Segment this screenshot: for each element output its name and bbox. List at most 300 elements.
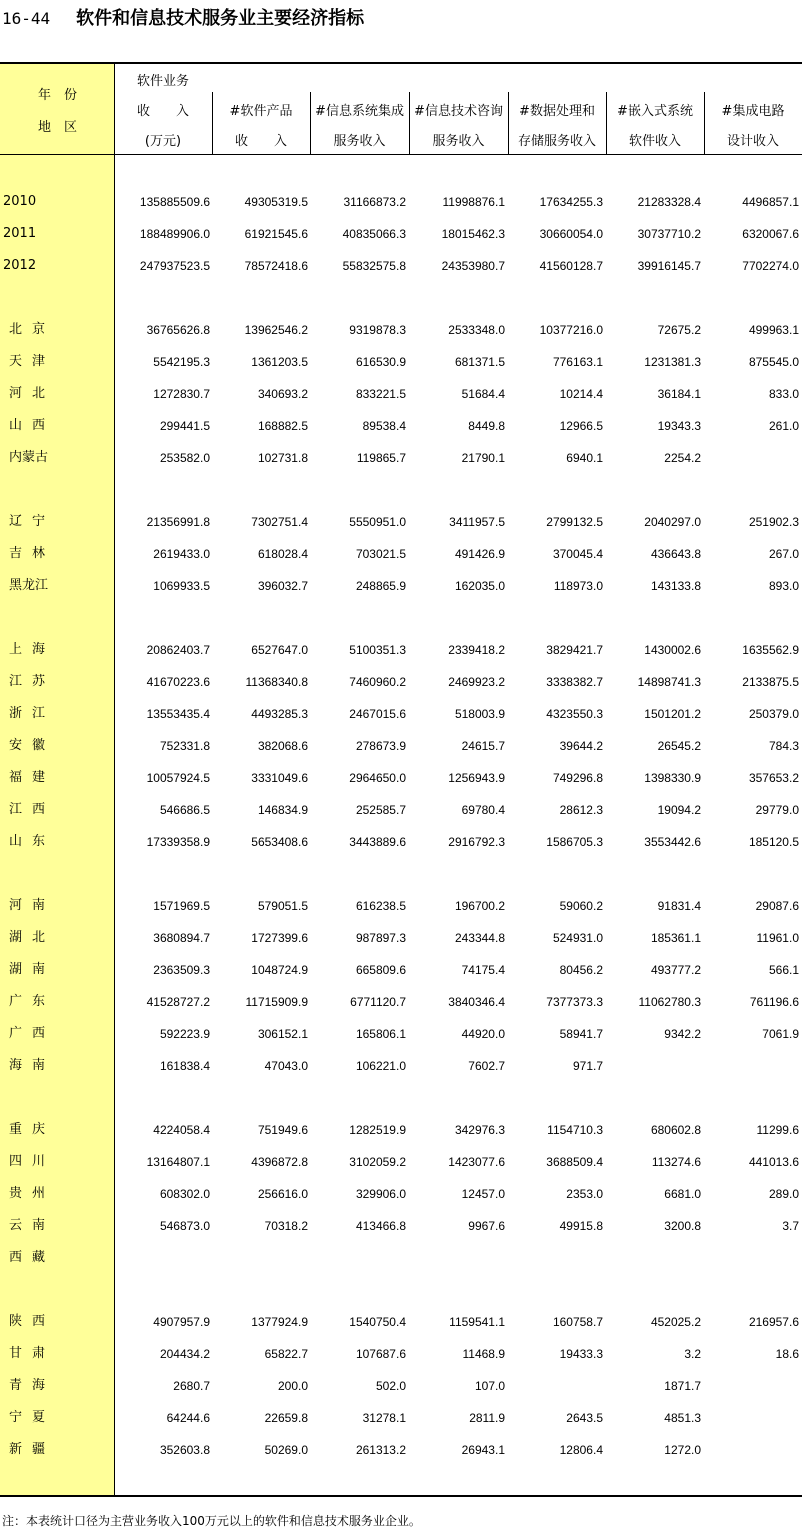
cell-col-0: 13164807.1: [146, 1155, 210, 1169]
cell-col-3: 8449.8: [468, 419, 505, 433]
cell-col-4: 17634255.3: [539, 195, 603, 209]
table-title: 软件和信息技术服务业主要经济指标: [76, 8, 365, 29]
cell-col-3: 491426.9: [454, 547, 505, 561]
cell-col-1: 4396872.8: [251, 1155, 308, 1169]
cell-col-4: 12806.4: [559, 1443, 603, 1457]
cell-col-2: 5550951.0: [349, 515, 406, 529]
cell-col-2: 9319878.3: [349, 323, 406, 337]
table-number: 16-44: [2, 9, 51, 28]
cell-col-1: 70318.2: [264, 1219, 308, 1233]
cell-col-0: 247937523.5: [139, 259, 210, 273]
cell-col-5: 1231381.3: [644, 355, 701, 369]
cell-col-2: 987897.3: [355, 931, 406, 945]
cell-col-1: 65822.7: [264, 1347, 308, 1361]
cell-col-1: 5653408.6: [251, 835, 308, 849]
cell-col-6: 1635562.9: [742, 643, 799, 657]
cell-col-0: 36765626.8: [146, 323, 210, 337]
cell-col-2: 413466.8: [355, 1219, 406, 1233]
cell-col-1: 146834.9: [257, 803, 308, 817]
cell-col-5: 3200.8: [664, 1219, 701, 1233]
cell-col-3: 24615.7: [461, 739, 505, 753]
cell-col-3: 18015462.3: [441, 227, 505, 241]
cell-col-2: 616530.9: [355, 355, 406, 369]
cell-col-6: 875545.0: [748, 355, 799, 369]
cell-col-6: 185120.5: [748, 835, 799, 849]
cell-col-5: 680602.8: [650, 1123, 701, 1137]
table-row: [0, 890, 802, 922]
cell-col-1: 49305319.5: [244, 195, 308, 209]
cell-col-5: 21283328.4: [637, 195, 701, 209]
row-region-label: 宁夏: [9, 1410, 56, 1425]
cell-col-5: 113274.6: [651, 1155, 701, 1169]
cell-col-3: 518003.9: [454, 707, 505, 721]
cell-col-5: 452025.2: [650, 1315, 701, 1329]
cell-col-1: 200.0: [277, 1379, 308, 1393]
cell-col-5: 1398330.9: [644, 771, 701, 785]
cell-col-5: 185361.1: [650, 931, 701, 945]
cell-col-0: 161838.4: [159, 1059, 210, 1073]
cell-col-1: 61921545.6: [244, 227, 308, 241]
cell-col-6: 4496857.1: [742, 195, 799, 209]
cell-col-4: 1154710.3: [547, 1123, 603, 1137]
cell-col-1: 579051.5: [257, 899, 308, 913]
cell-col-1: 618028.4: [257, 547, 308, 561]
cell-col-5: 9342.2: [664, 1027, 701, 1041]
cell-col-2: 3102059.2: [349, 1155, 406, 1169]
col-0-header-line3: (万元): [144, 134, 182, 149]
cell-col-0: 2680.7: [173, 1379, 210, 1393]
cell-col-5: 19343.3: [657, 419, 701, 433]
cell-col-0: 41528727.2: [146, 995, 210, 1009]
cell-col-1: 256616.0: [257, 1187, 308, 1201]
cell-col-1: 4493285.3: [251, 707, 308, 721]
cell-col-3: 51684.4: [461, 387, 505, 401]
cell-col-1: 11368340.8: [245, 675, 308, 689]
table-row: [0, 1370, 802, 1402]
cell-col-1: 396032.7: [257, 579, 308, 593]
cell-col-6: 289.0: [768, 1187, 799, 1201]
cell-col-4: 4323550.3: [546, 707, 603, 721]
cell-col-3: 2533348.0: [448, 323, 505, 337]
cell-col-0: 188489906.0: [139, 227, 210, 241]
cell-col-0: 135885509.6: [139, 195, 210, 209]
cell-col-2: 616238.5: [355, 899, 406, 913]
cell-col-2: 278673.9: [355, 739, 406, 753]
table-row: [0, 1338, 802, 1370]
cell-col-3: 9967.6: [468, 1219, 505, 1233]
cell-col-2: 55832575.8: [342, 259, 406, 273]
table-row: [0, 1178, 802, 1210]
cell-col-5: 1430002.6: [644, 643, 701, 657]
cell-col-2: 89538.4: [362, 419, 406, 433]
cell-col-5: 493777.2: [650, 963, 701, 977]
cell-col-5: 72675.2: [657, 323, 701, 337]
cell-col-0: 352603.8: [159, 1443, 210, 1457]
cell-col-3: 3411957.5: [449, 515, 505, 529]
cell-col-4: 30660054.0: [539, 227, 603, 241]
cell-col-0: 608302.0: [159, 1187, 210, 1201]
cell-col-3: 26943.1: [461, 1443, 505, 1457]
cell-col-3: 69780.4: [461, 803, 505, 817]
table-row: [0, 954, 802, 986]
cell-col-0: 4907957.9: [153, 1315, 210, 1329]
cell-col-0: 17339358.9: [146, 835, 210, 849]
cell-col-5: 19094.2: [657, 803, 701, 817]
cell-col-3: 11998876.1: [442, 195, 505, 209]
table-row: [0, 730, 802, 762]
cell-col-4: 3338382.7: [546, 675, 603, 689]
cell-col-2: 703021.5: [355, 547, 406, 561]
table-row: [0, 1306, 802, 1338]
cell-col-0: 1069933.5: [153, 579, 210, 593]
cell-col-4: 749296.8: [552, 771, 603, 785]
cell-col-5: 6681.0: [664, 1187, 701, 1201]
cell-col-1: 168882.5: [257, 419, 308, 433]
col-2-header-line2: #信息系统集成: [315, 104, 404, 119]
row-region-label: 河南: [9, 898, 56, 913]
row-region-label: 重庆: [9, 1122, 56, 1137]
cell-col-6: 267.0: [768, 547, 799, 561]
cell-col-2: 248865.9: [355, 579, 406, 593]
cell-col-0: 1272830.7: [153, 387, 210, 401]
cell-col-1: 47043.0: [264, 1059, 308, 1073]
row-region-label: 辽宁: [9, 514, 56, 529]
cell-col-4: 10214.4: [559, 387, 603, 401]
col-1-header-line3: 收 入: [234, 134, 287, 149]
cell-col-1: 382068.6: [257, 739, 308, 753]
cell-col-4: 80456.2: [559, 963, 603, 977]
col-3-header-line3: 服务收入: [432, 134, 485, 149]
table-row: [0, 634, 802, 666]
row-region-label: 云南: [9, 1218, 56, 1233]
cell-col-3: 2469923.2: [448, 675, 505, 689]
cell-col-2: 7460960.2: [349, 675, 406, 689]
cell-col-0: 21356991.8: [146, 515, 210, 529]
cell-col-2: 31278.1: [362, 1411, 406, 1425]
cell-col-6: 216957.6: [748, 1315, 799, 1329]
col-2-header-line3: 服务收入: [333, 134, 386, 149]
cell-col-3: 2916792.3: [448, 835, 505, 849]
cell-col-0: 592223.9: [159, 1027, 210, 1041]
cell-col-6: 893.0: [768, 579, 799, 593]
cell-col-2: 1540750.4: [349, 1315, 406, 1329]
row-region-label: 上海: [9, 642, 56, 657]
cell-col-2: 329906.0: [355, 1187, 406, 1201]
table-row: [0, 666, 802, 698]
table-row: [0, 506, 802, 538]
cell-col-6: 441013.6: [748, 1155, 799, 1169]
cell-col-0: 2619433.0: [153, 547, 210, 561]
cell-col-2: 665809.6: [355, 963, 406, 977]
cell-col-6: 29087.6: [755, 899, 799, 913]
cell-col-6: 29779.0: [755, 803, 799, 817]
cell-col-1: 1377924.9: [251, 1315, 308, 1329]
cell-col-4: 10377216.0: [539, 323, 603, 337]
cell-col-0: 752331.8: [159, 739, 210, 753]
table-row: [0, 410, 802, 442]
table-row: [0, 1114, 802, 1146]
cell-col-1: 13962546.2: [244, 323, 308, 337]
cell-col-4: 2643.5: [566, 1411, 603, 1425]
cell-col-3: 196700.2: [454, 899, 505, 913]
col-5-header-line3: 软件收入: [628, 134, 681, 149]
cell-col-5: 91831.4: [657, 899, 701, 913]
row-region-label: 广西: [9, 1026, 56, 1041]
cell-col-3: 2339418.2: [448, 643, 505, 657]
cell-col-0: 299441.5: [159, 419, 210, 433]
cell-col-5: 4851.3: [664, 1411, 701, 1425]
cell-col-1: 306152.1: [257, 1027, 308, 1041]
cell-col-3: 44920.0: [461, 1027, 505, 1041]
cell-col-6: 7702274.0: [742, 259, 799, 273]
cell-col-2: 40835066.3: [342, 227, 406, 241]
row-year-label: 2012: [3, 258, 37, 273]
cell-col-4: 1586705.3: [546, 835, 603, 849]
cell-col-6: 7061.9: [762, 1027, 799, 1041]
cell-col-5: 2040297.0: [644, 515, 701, 529]
cell-col-6: 833.0: [768, 387, 799, 401]
cell-col-4: 2353.0: [566, 1187, 603, 1201]
cell-col-3: 21790.1: [461, 451, 505, 465]
cell-col-1: 3331049.6: [251, 771, 308, 785]
cell-col-5: 36184.1: [657, 387, 701, 401]
cell-col-5: 14898741.3: [637, 675, 701, 689]
col-3-header-line2: #信息技术咨询: [414, 104, 503, 119]
col-0-header-line2: 收 入: [136, 104, 189, 119]
cell-col-3: 7602.7: [468, 1059, 505, 1073]
row-year-label: 2011: [3, 226, 37, 241]
cell-col-5: 1272.0: [664, 1443, 701, 1457]
cell-col-0: 2363509.3: [153, 963, 210, 977]
cell-col-3: 243344.8: [454, 931, 505, 945]
cell-col-6: 6320067.6: [742, 227, 799, 241]
cell-col-0: 41670223.6: [146, 675, 210, 689]
cell-col-3: 3840346.4: [448, 995, 505, 1009]
row-region-label: 江西: [9, 802, 56, 817]
data-table: [0, 62, 802, 1497]
table-row: [0, 1434, 802, 1466]
cell-col-4: 3829421.7: [546, 643, 603, 657]
row-region-label: 福建: [9, 770, 56, 785]
bottom-rule: [0, 1495, 802, 1497]
cell-col-2: 119865.7: [356, 451, 406, 465]
row-region-label: 新疆: [9, 1442, 56, 1457]
cell-col-0: 20862403.7: [146, 643, 210, 657]
cell-col-4: 19433.3: [559, 1347, 603, 1361]
cell-col-1: 751949.6: [257, 1123, 308, 1137]
table-row: [0, 698, 802, 730]
cell-col-2: 31166873.2: [343, 195, 406, 209]
cell-col-4: 28612.3: [559, 803, 603, 817]
cell-col-0: 4224058.4: [153, 1123, 210, 1137]
cell-col-3: 24353980.7: [441, 259, 505, 273]
table-row: [0, 250, 802, 282]
row-year-label: 2010: [3, 194, 37, 209]
cell-col-3: 2811.9: [469, 1411, 505, 1425]
row-region-label: 广东: [9, 994, 56, 1009]
cell-col-2: 165806.1: [355, 1027, 406, 1041]
cell-col-0: 5542195.3: [153, 355, 210, 369]
cell-col-5: 39916145.7: [637, 259, 701, 273]
table-row: [0, 1402, 802, 1434]
table-row: [0, 762, 802, 794]
cell-col-5: 143133.8: [650, 579, 701, 593]
cell-col-4: 370045.4: [552, 547, 603, 561]
cell-col-4: 971.7: [572, 1059, 603, 1073]
page-title: [2, 4, 364, 34]
cell-col-3: 681371.5: [454, 355, 505, 369]
cell-col-3: 74175.4: [461, 963, 505, 977]
cell-col-6: 761196.6: [749, 995, 799, 1009]
cell-col-1: 78572418.6: [244, 259, 308, 273]
cell-col-2: 1282519.9: [349, 1123, 406, 1137]
row-region-label: 湖北: [9, 930, 56, 945]
row-region-label: 贵州: [9, 1186, 56, 1201]
row-region-label: 浙江: [9, 706, 56, 721]
col-4-header-line3: 存储服务收入: [517, 134, 596, 149]
cell-col-6: 2133875.5: [742, 675, 799, 689]
cell-col-6: 357653.2: [748, 771, 799, 785]
cell-col-3: 342976.3: [454, 1123, 505, 1137]
cell-col-1: 11715909.9: [245, 995, 308, 1009]
cell-col-0: 204434.2: [159, 1347, 210, 1361]
cell-col-1: 7302751.4: [251, 515, 308, 529]
cell-col-2: 252585.7: [355, 803, 406, 817]
cell-col-6: 11961.0: [756, 931, 799, 945]
cell-col-5: 2254.2: [664, 451, 701, 465]
table-row: [0, 1242, 802, 1274]
table-row: [0, 794, 802, 826]
cell-col-2: 3443889.6: [349, 835, 406, 849]
table-row: [0, 378, 802, 410]
cell-col-4: 12966.5: [559, 419, 603, 433]
row-region-label: 北京: [9, 322, 56, 337]
cell-col-1: 22659.8: [264, 1411, 308, 1425]
cell-col-6: 784.3: [768, 739, 799, 753]
cell-col-2: 502.0: [375, 1379, 406, 1393]
row-region-label: 山东: [9, 834, 56, 849]
cell-col-6: 566.1: [768, 963, 799, 977]
row-region-label: 青海: [9, 1378, 56, 1393]
cell-col-3: 12457.0: [461, 1187, 505, 1201]
cell-col-5: 3.2: [684, 1347, 701, 1361]
cell-col-5: 11062780.3: [638, 995, 701, 1009]
cell-col-0: 1571969.5: [153, 899, 210, 913]
cell-col-0: 10057924.5: [146, 771, 210, 785]
table-row: [0, 922, 802, 954]
table-row: [0, 1210, 802, 1242]
row-region-label: 安徽: [9, 738, 56, 753]
col-6-header-line3: 设计收入: [726, 134, 779, 149]
cell-col-1: 1727399.6: [251, 931, 308, 945]
row-region-label: 吉林: [9, 546, 56, 561]
cell-col-1: 1361203.5: [251, 355, 308, 369]
cell-col-6: 3.7: [782, 1219, 799, 1233]
table-row: [0, 346, 802, 378]
row-region-label: 湖南: [9, 962, 56, 977]
row-region-label: 河北: [9, 386, 56, 401]
row-region-label: 甘肃: [9, 1346, 56, 1361]
cell-col-0: 3680894.7: [153, 931, 210, 945]
cell-col-5: 26545.2: [657, 739, 701, 753]
cell-col-6: 18.6: [775, 1347, 799, 1361]
table-row: [0, 314, 802, 346]
col-4-header-line2: #数据处理和: [519, 104, 595, 119]
row-region-label: 西藏: [9, 1250, 56, 1265]
table-row: [0, 1050, 802, 1082]
row-region-label: 天津: [9, 354, 56, 369]
cell-col-0: 13553435.4: [146, 707, 210, 721]
cell-col-3: 1256943.9: [448, 771, 505, 785]
cell-col-4: 160758.7: [552, 1315, 603, 1329]
stub-header-year: 年 份: [38, 88, 78, 103]
cell-col-0: 546873.0: [159, 1219, 210, 1233]
row-region-label: 内蒙古: [9, 450, 49, 465]
col-5-header-line2: #嵌入式系统: [617, 104, 693, 119]
row-region-label: 海南: [9, 1058, 56, 1073]
table-row: [0, 538, 802, 570]
cell-col-4: 58941.7: [559, 1027, 603, 1041]
cell-col-3: 1423077.6: [448, 1155, 505, 1169]
cell-col-4: 41560128.7: [539, 259, 603, 273]
col-1-header-line2: #软件产品: [229, 104, 293, 119]
cell-col-4: 59060.2: [559, 899, 603, 913]
cell-col-2: 833221.5: [355, 387, 406, 401]
row-region-label: 黑龙江: [9, 578, 49, 593]
cell-col-6: 251902.3: [748, 515, 799, 529]
cell-col-5: 30737710.2: [637, 227, 701, 241]
cell-col-2: 107687.6: [355, 1347, 406, 1361]
cell-col-0: 546686.5: [159, 803, 210, 817]
table-row: [0, 986, 802, 1018]
row-region-label: 山西: [9, 418, 56, 433]
cell-col-0: 64244.6: [166, 1411, 210, 1425]
cell-col-1: 1048724.9: [251, 963, 308, 977]
cell-col-5: 1501201.2: [644, 707, 701, 721]
cell-col-5: 1871.7: [664, 1379, 701, 1393]
cell-col-3: 162035.0: [454, 579, 505, 593]
cell-col-4: 524931.0: [552, 931, 603, 945]
stub-header-region: 地 区: [38, 120, 78, 135]
col-6-header-line2: #集成电路: [721, 104, 785, 119]
table-row: [0, 1018, 802, 1050]
cell-col-1: 102731.8: [257, 451, 308, 465]
table-row: [0, 826, 802, 858]
cell-col-2: 2467015.6: [349, 707, 406, 721]
table-row: [0, 570, 802, 602]
row-region-label: 四川: [9, 1154, 56, 1169]
table-row: [0, 218, 802, 250]
table-row: [0, 186, 802, 218]
cell-col-3: 107.0: [474, 1379, 505, 1393]
cell-col-0: 253582.0: [159, 451, 210, 465]
cell-col-4: 49915.8: [559, 1219, 603, 1233]
cell-col-4: 2799132.5: [546, 515, 603, 529]
cell-col-2: 106221.0: [355, 1059, 406, 1073]
cell-col-4: 39644.2: [559, 739, 603, 753]
table-row: [0, 1146, 802, 1178]
table-row: [0, 442, 802, 474]
cell-col-2: 2964650.0: [349, 771, 406, 785]
cell-col-5: 436643.8: [650, 547, 701, 561]
header-rule: [0, 154, 802, 155]
row-region-label: 陕西: [9, 1314, 56, 1329]
col-0-header-line1: 软件业务: [136, 74, 189, 89]
top-rule: [0, 62, 802, 64]
cell-col-4: 3688509.4: [546, 1155, 603, 1169]
cell-col-2: 261313.2: [355, 1443, 406, 1457]
cell-col-4: 6940.1: [566, 451, 603, 465]
